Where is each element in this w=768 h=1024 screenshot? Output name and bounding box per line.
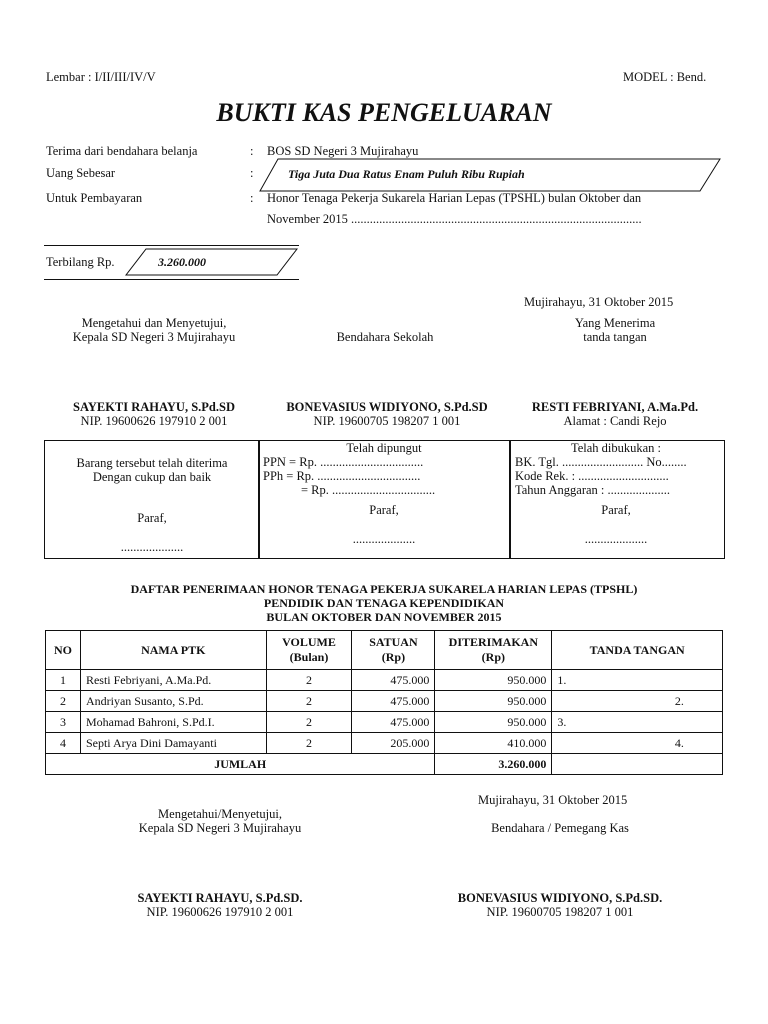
total-label: JUMLAH xyxy=(46,754,435,775)
bottom-treasurer-role: Bendahara / Pemegang Kas xyxy=(491,821,629,835)
treasurer-nip: NIP. 19600705 198207 1 001 xyxy=(313,414,461,428)
col-no-header: NO xyxy=(46,631,81,670)
bookkeeping-paraf: Paraf, xyxy=(601,503,631,517)
cell-diterimakan: 950.000 xyxy=(435,712,552,733)
col-nama-header: NAMA PTK xyxy=(80,631,266,670)
cell-volume: 2 xyxy=(266,733,352,754)
terbilang-box xyxy=(124,247,299,277)
bookkeeping-paraf-line: .................... xyxy=(584,532,648,546)
cell-satuan: 475.000 xyxy=(352,670,435,691)
cell-no: 4 xyxy=(46,733,81,754)
bottom-head-role-2: Kepala SD Negeri 3 Mujirahayu xyxy=(138,821,302,835)
page-title: BUKTI KAS PENGELUARAN xyxy=(216,98,552,127)
table-row xyxy=(46,670,723,691)
list-title-2: PENDIDIK DAN TENAGA KEPENDIDIKAN xyxy=(263,596,505,610)
cell-diterimakan: 950.000 xyxy=(435,691,552,712)
cell-ttd-left xyxy=(552,733,637,754)
cell-ttd-left xyxy=(552,691,637,712)
divider xyxy=(44,279,299,280)
bottom-head-role-1: Mengetahui/Menyetujui, xyxy=(158,807,282,821)
treasurer-role: Bendahara Sekolah xyxy=(336,330,434,344)
cell-ttd-right: 2. xyxy=(637,691,723,712)
untuk-line-2: November 2015 ............................................................................................. xyxy=(267,212,642,226)
receiver-name: RESTI FEBRIYANI, A.Ma.Pd. xyxy=(531,400,699,414)
list-title-1: DAFTAR PENERIMAAN HONOR TENAGA PEKERJA SUKARELA HARIAN LEPAS (TPSHL) xyxy=(130,582,638,596)
amount-words: Tiga Juta Dua Ratus Enam Puluh Ribu Rupiah xyxy=(288,167,525,181)
cell-satuan: 475.000 xyxy=(352,691,435,712)
bottom-treasurer-name: BONEVASIUS WIDIYONO, S.Pd.SD. xyxy=(457,891,663,905)
cell-no: 3 xyxy=(46,712,81,733)
receiver-address: Alamat : Candi Rejo xyxy=(563,414,667,428)
terima-label: Terima dari bendahara belanja xyxy=(46,144,198,158)
col-diterimakan-header: DITERIMAKAN (Rp) xyxy=(435,631,552,670)
head-role-2: Kepala SD Negeri 3 Mujirahayu xyxy=(72,330,236,344)
sheet-number: Lembar : I/II/III/IV/V xyxy=(46,70,156,84)
bookkeeping-kode: Kode Rek. : ............................. xyxy=(515,469,669,483)
cell-volume: 2 xyxy=(266,691,352,712)
bookkeeping-title: Telah dibukukan : xyxy=(570,441,662,455)
goods-paraf-line: .................... xyxy=(120,540,184,554)
head-nip: NIP. 19600626 197910 2 001 xyxy=(80,414,228,428)
table-row xyxy=(46,733,723,754)
cell-diterimakan: 950.000 xyxy=(435,670,552,691)
cell-satuan: 475.000 xyxy=(352,712,435,733)
bottom-head-nip: NIP. 19600626 197910 2 001 xyxy=(146,905,294,919)
list-title-3: BULAN OKTOBER DAN NOVEMBER 2015 xyxy=(266,610,502,624)
colon: : xyxy=(250,144,254,158)
colon: : xyxy=(250,191,254,205)
receiver-role-1: Yang Menerima xyxy=(574,316,656,330)
cell-diterimakan: 410.000 xyxy=(435,733,552,754)
tax-paraf-line: .................... xyxy=(352,532,416,546)
payment-table xyxy=(45,630,723,775)
tax-title: Telah dipungut xyxy=(346,441,422,455)
divider xyxy=(44,245,299,246)
cell-nama: Andriyan Susanto, S.Pd. xyxy=(80,691,266,712)
terbilang-value: 3.260.000 xyxy=(158,255,206,269)
cell-ttd-right xyxy=(637,712,723,733)
cell-nama: Mohamad Bahroni, S.Pd.I. xyxy=(80,712,266,733)
cell-nama: Septi Arya Dini Damayanti xyxy=(80,733,266,754)
table-row xyxy=(46,712,723,733)
col-satuan-header: SATUAN (Rp) xyxy=(352,631,435,670)
cell-volume: 2 xyxy=(266,712,352,733)
date-bottom: Mujirahayu, 31 Oktober 2015 xyxy=(478,793,628,807)
col-volume-header: VOLUME (Bulan) xyxy=(266,631,352,670)
untuk-line-1: Honor Tenaga Pekerja Sukarela Harian Lepas (TPSHL) bulan Oktober dan xyxy=(267,191,642,205)
cell-volume: 2 xyxy=(266,670,352,691)
model-code: MODEL : Bend. xyxy=(623,70,707,84)
terima-value: BOS SD Negeri 3 Mujirahayu xyxy=(267,144,419,158)
cell-nama: Resti Febriyani, A.Ma.Pd. xyxy=(80,670,266,691)
terbilang-label: Terbilang Rp. xyxy=(46,255,115,269)
receiver-role-2: tanda tangan xyxy=(583,330,647,344)
bottom-head-name: SAYEKTI RAHAYU, S.Pd.SD. xyxy=(137,891,303,905)
cell-no: 1 xyxy=(46,670,81,691)
total-empty xyxy=(552,754,723,775)
bookkeeping-tahun: Tahun Anggaran : .................... xyxy=(515,483,671,497)
table-total-row xyxy=(46,754,723,775)
col-ttd-header: TANDA TANGAN xyxy=(552,631,723,670)
head-name: SAYEKTI RAHAYU, S.Pd.SD xyxy=(73,400,235,414)
bottom-treasurer-nip: NIP. 19600705 198207 1 001 xyxy=(486,905,634,919)
tax-ppn: PPN = Rp. ................................. xyxy=(263,455,424,469)
uang-label: Uang Sebesar xyxy=(46,166,116,180)
head-role-1: Mengetahui dan Menyetujui, xyxy=(81,316,227,330)
colon: : xyxy=(250,166,254,180)
cell-no: 2 xyxy=(46,691,81,712)
cell-ttd-right: 4. xyxy=(637,733,723,754)
treasurer-name: BONEVASIUS WIDIYONO, S.Pd.SD xyxy=(286,400,488,414)
untuk-label: Untuk Pembayaran xyxy=(46,191,143,205)
goods-line-1: Barang tersebut telah diterima xyxy=(76,456,228,470)
table-header-row xyxy=(46,631,723,670)
goods-line-2: Dengan cukup dan baik xyxy=(92,470,212,484)
bookkeeping-bk: BK. Tgl. .......................... No........ xyxy=(515,455,687,469)
goods-paraf: Paraf, xyxy=(137,511,167,525)
total-value: 3.260.000 xyxy=(435,754,552,775)
tax-other: = Rp. ................................. xyxy=(301,483,436,497)
cell-ttd-left: 1. xyxy=(552,670,637,691)
table-row xyxy=(46,691,723,712)
cell-ttd-right xyxy=(637,670,723,691)
date-top: Mujirahayu, 31 Oktober 2015 xyxy=(524,295,674,309)
cell-satuan: 205.000 xyxy=(352,733,435,754)
tax-pph: PPh = Rp. ................................. xyxy=(263,469,421,483)
cell-ttd-left: 3. xyxy=(552,712,637,733)
tax-paraf: Paraf, xyxy=(369,503,399,517)
